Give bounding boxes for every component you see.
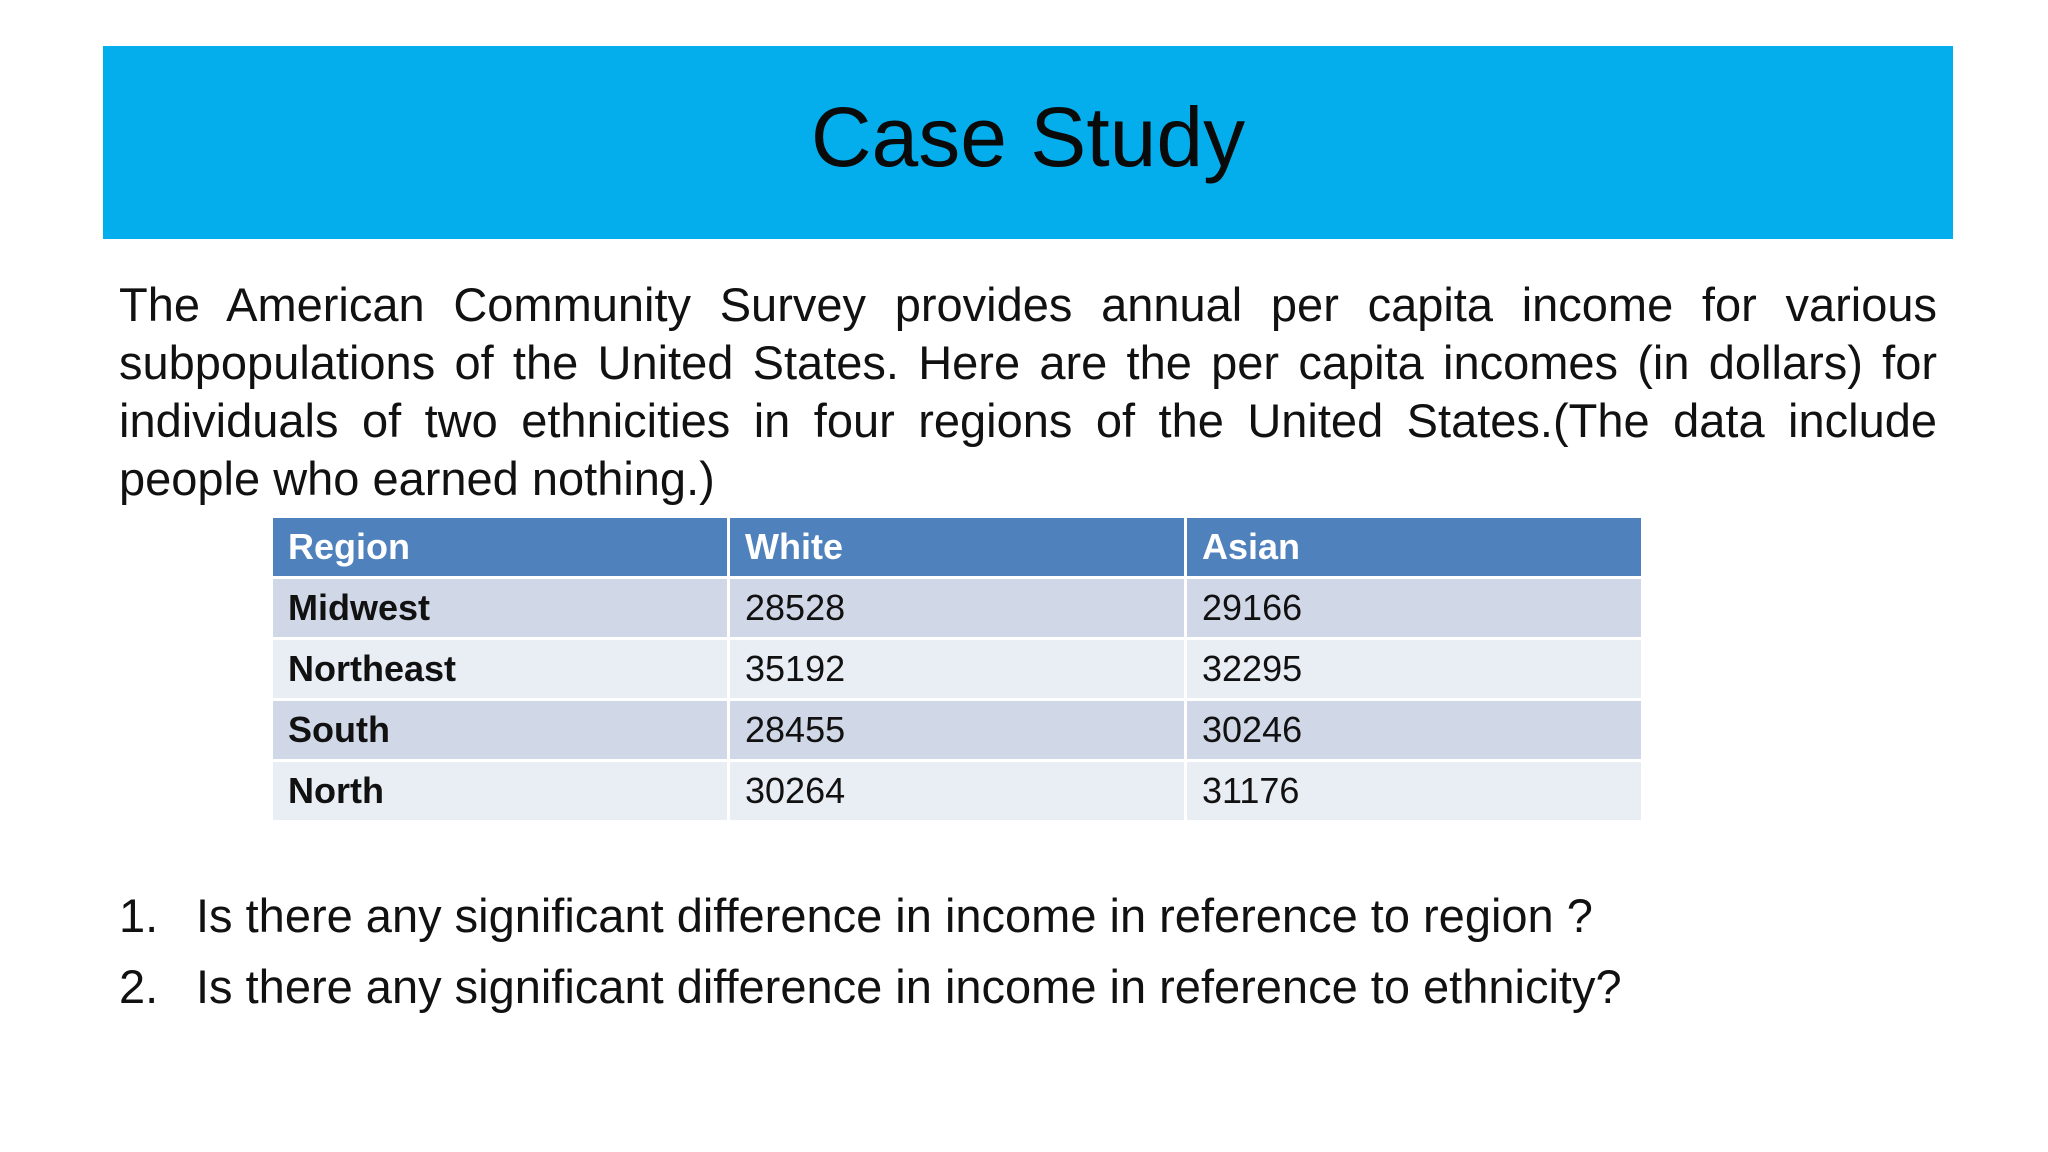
slide-title: Case Study <box>810 90 1246 184</box>
asian-cell: 31176 <box>1186 761 1643 822</box>
intro-paragraph: The American Community Survey provides annual per capita income for various subpopulations of the United States. Here are the per capita incomes (in dollars) for individuals of two ethnicities in four regions of the United States.(The data include people who earned nothing.) <box>119 278 1937 505</box>
question-list <box>119 880 1939 1022</box>
table-row <box>272 578 1643 639</box>
table-row <box>272 761 1643 822</box>
question-text: Is there any significant difference in income in reference to region ? <box>196 889 1593 942</box>
table-row <box>272 639 1643 700</box>
white-cell: 28455 <box>729 700 1186 761</box>
region-cell: Midwest <box>272 578 729 639</box>
white-cell: 28528 <box>729 578 1186 639</box>
table-row <box>272 700 1643 761</box>
income-table <box>270 515 1644 823</box>
title-bar <box>103 46 1953 239</box>
header-white: White <box>729 517 1186 578</box>
asian-cell: 30246 <box>1186 700 1643 761</box>
asian-cell: 32295 <box>1186 639 1643 700</box>
region-cell: Northeast <box>272 639 729 700</box>
question-item <box>119 880 1939 951</box>
white-cell: 35192 <box>729 639 1186 700</box>
question-number: 1. <box>119 889 159 942</box>
header-region: Region <box>272 517 729 578</box>
region-cell: North <box>272 761 729 822</box>
region-cell: South <box>272 700 729 761</box>
question-item <box>119 951 1939 1022</box>
question-text: Is there any significant difference in income in reference to ethnicity? <box>196 960 1622 1013</box>
table-header-row <box>272 517 1643 578</box>
header-asian: Asian <box>1186 517 1643 578</box>
white-cell: 30264 <box>729 761 1186 822</box>
question-number: 2. <box>119 960 159 1013</box>
asian-cell: 29166 <box>1186 578 1643 639</box>
